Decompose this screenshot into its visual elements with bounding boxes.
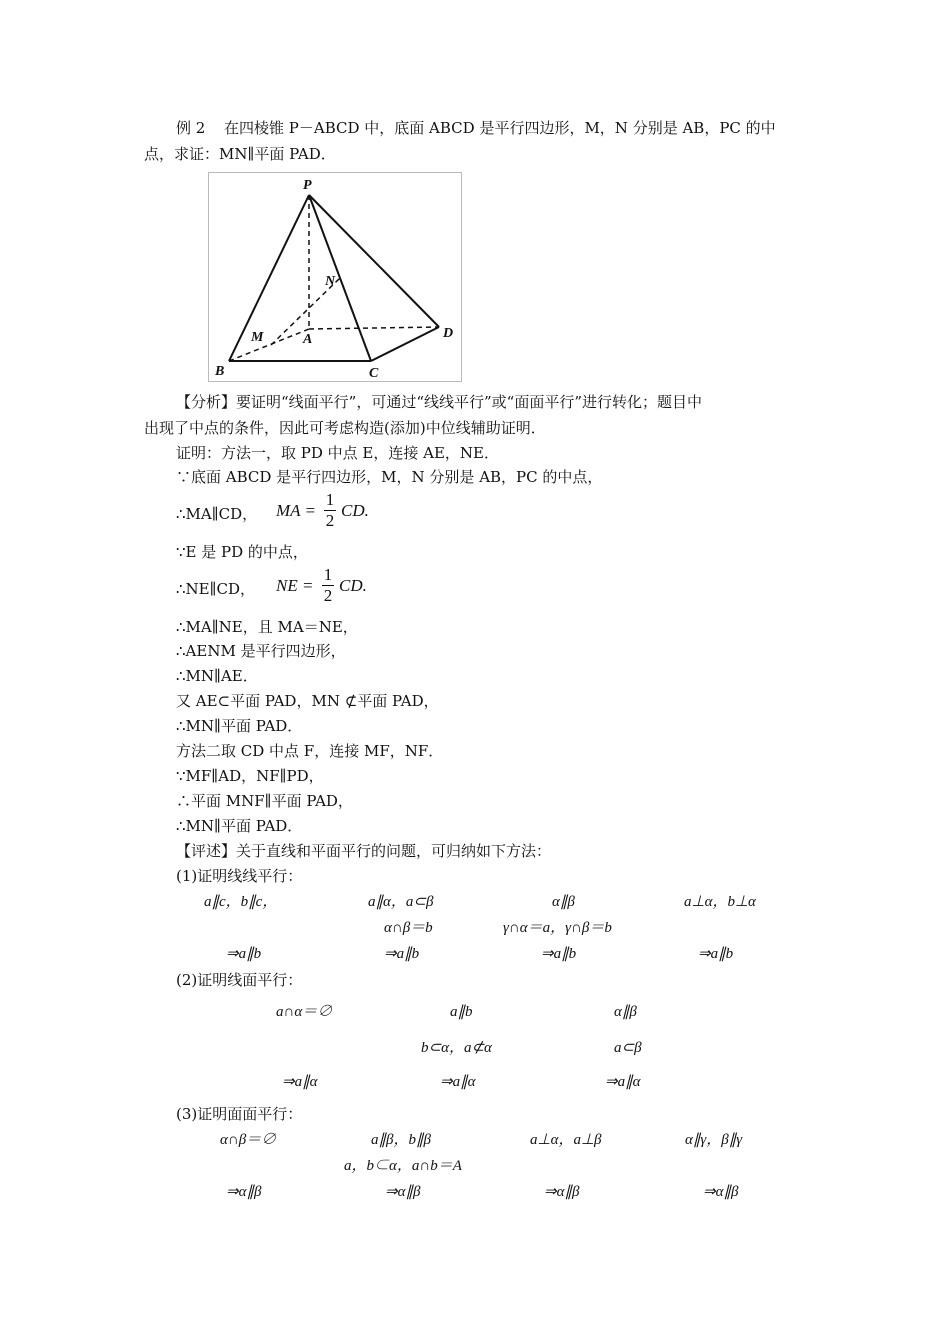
- analysis-line2: 出现了中点的条件，因此可考虑构造(添加)中位线辅助证明．: [144, 419, 546, 437]
- s1-cond-1: a∥c，b∥c，: [204, 894, 278, 910]
- s2-cond-1: a∩α＝∅: [276, 1004, 333, 1020]
- example-text-line1: 在四棱锥 P－ABCD 中，底面 ABCD 是平行四边形，M，N 分别是 AB，PC 的中: [224, 119, 776, 137]
- edge-PC: [309, 195, 371, 361]
- proof-line7: ∴AENM 是平行四边形，: [176, 642, 346, 660]
- s1-cond-2: a∥α，a⊂β: [368, 894, 434, 910]
- proof-line3-c: CD.: [341, 501, 369, 520]
- edge-CD: [371, 327, 439, 361]
- label-C: C: [369, 366, 379, 381]
- edge-PB: [229, 195, 309, 361]
- proof-line5-b: NE =: [276, 576, 314, 595]
- s1-cond-4: a⊥α，b⊥α: [684, 894, 756, 910]
- s1-cond-5: α∩β＝b: [384, 920, 433, 936]
- proof-line9: 又 AE⊂平面 PAD，MN ⊄平面 PAD，: [176, 692, 439, 710]
- s2-result-2: ⇒a∥α: [440, 1074, 476, 1090]
- proof-line10: ∴MN∥平面 PAD．: [176, 717, 303, 735]
- s2-cond-2: a∥b: [450, 1004, 473, 1020]
- s3-result-3: ⇒α∥β: [544, 1184, 580, 1200]
- fraction-denominator: 2: [325, 511, 335, 530]
- proof-line11: 方法二取 CD 中点 F，连接 MF，NF．: [176, 742, 444, 760]
- s3-cond-2: a∥β，b∥β: [371, 1132, 431, 1148]
- proof-line8: ∴MN∥AE．: [176, 667, 258, 685]
- example-label: 例 2: [176, 119, 206, 137]
- proof-line3-a: ∴MA∥CD，: [176, 505, 258, 523]
- proof-line3-b: MA =: [276, 501, 316, 520]
- proof-line12: ∵MF∥AD，NF∥PD，: [176, 767, 324, 785]
- label-P: P: [303, 178, 312, 193]
- review-section2-title: (2)证明线面平行：: [176, 971, 303, 989]
- pyramid-figure: [208, 172, 462, 382]
- s3-cond-5: a，b⊂α，a∩b＝A: [344, 1158, 462, 1174]
- label-N: N: [325, 274, 336, 289]
- review-section3-title: (3)证明面面平行：: [176, 1105, 303, 1123]
- s3-result-4: ⇒α∥β: [703, 1184, 739, 1200]
- s1-result-2: ⇒a∥b: [384, 946, 420, 962]
- proof-line5-c: CD.: [339, 576, 367, 595]
- edge-PD: [309, 195, 439, 327]
- fraction-half-2: [322, 565, 334, 606]
- review-section1-title: (1)证明线线平行：: [176, 867, 303, 885]
- fraction-numerator: 1: [325, 490, 335, 509]
- s2-cond-4: b⊂α，a⊄α: [421, 1040, 492, 1056]
- example-text-line2: 点，求证：MN∥平面 PAD．: [144, 145, 336, 163]
- proof-line4: ∵E 是 PD 的中点，: [176, 543, 308, 561]
- proof-line5-a: ∴NE∥CD，: [176, 580, 256, 598]
- s2-cond-5: a⊂β: [614, 1040, 642, 1056]
- fraction-numerator: 1: [323, 565, 333, 584]
- s3-result-1: ⇒α∥β: [226, 1184, 262, 1200]
- s2-result-1: ⇒a∥α: [282, 1074, 318, 1090]
- review-title: 【评述】关于直线和平面平行的问题，可归纳如下方法：: [176, 842, 552, 860]
- s1-result-1: ⇒a∥b: [226, 946, 262, 962]
- s3-cond-4: α∥γ，β∥γ: [685, 1132, 743, 1148]
- s3-cond-1: α∩β＝∅: [220, 1132, 277, 1148]
- s1-cond-6: γ∩α＝a，γ∩β＝b: [503, 920, 612, 936]
- label-D: D: [443, 326, 454, 341]
- label-A: A: [303, 332, 313, 347]
- pyramid-diagram: [209, 173, 463, 383]
- proof-line14: ∴MN∥平面 PAD．: [176, 817, 303, 835]
- s3-cond-3: a⊥α，a⊥β: [530, 1132, 602, 1148]
- fraction-denominator: 2: [323, 586, 333, 605]
- analysis-line1: 【分析】要证明“线面平行”，可通过“线线平行”或“面面平行”进行转化；题目中: [176, 393, 703, 411]
- s2-result-3: ⇒a∥α: [605, 1074, 641, 1090]
- proof-line6: ∴MA∥NE，且 MA＝NE，: [176, 618, 358, 636]
- s1-cond-3: α∥β: [552, 894, 575, 910]
- s2-cond-3: α∥β: [614, 1004, 637, 1020]
- s1-result-4: ⇒a∥b: [698, 946, 734, 962]
- s3-result-2: ⇒α∥β: [385, 1184, 421, 1200]
- edge-AD: [309, 327, 439, 329]
- label-B: B: [215, 364, 225, 379]
- label-M: M: [251, 330, 264, 345]
- proof-line13: ∴平面 MNF∥平面 PAD，: [176, 792, 353, 810]
- proof-line1: 证明：方法一，取 PD 中点 E，连接 AE，NE．: [176, 444, 499, 462]
- s1-result-3: ⇒a∥b: [541, 946, 577, 962]
- fraction-half-1: [324, 490, 336, 531]
- proof-line2: ∵底面 ABCD 是平行四边形，M，N 分别是 AB，PC 的中点，: [176, 468, 603, 486]
